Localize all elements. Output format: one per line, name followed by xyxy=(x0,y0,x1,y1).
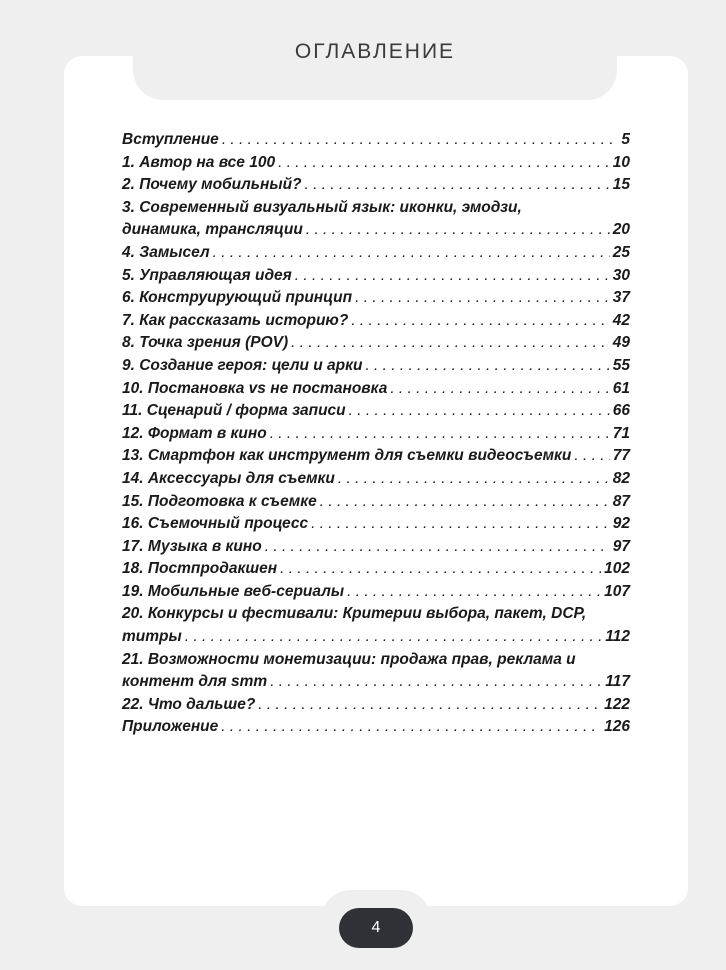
table-of-contents xyxy=(122,129,630,739)
toc-entry-page: 25 xyxy=(612,243,630,261)
page-title: ОГЛАВЛЕНИЕ xyxy=(294,40,456,63)
toc-entry-page: 126 xyxy=(604,718,630,736)
dot-leader xyxy=(278,152,610,175)
toc-entry[interactable] xyxy=(122,287,630,310)
toc-entry-page: 66 xyxy=(612,402,630,420)
toc-entry-page: 92 xyxy=(612,515,630,533)
dot-leader xyxy=(306,219,610,242)
dot-leader xyxy=(574,445,609,468)
toc-entry[interactable] xyxy=(122,265,630,288)
toc-entry-title: динамика, трансляции xyxy=(122,221,303,239)
toc-entry-title: 18. Постпродакшен xyxy=(122,560,278,578)
dot-leader xyxy=(270,423,610,446)
toc-entry-page: 87 xyxy=(612,492,630,510)
dot-leader xyxy=(213,242,610,265)
toc-entry-page: 77 xyxy=(612,447,630,465)
toc-entry-page: 117 xyxy=(605,673,630,691)
dot-leader xyxy=(295,265,610,288)
toc-entry[interactable] xyxy=(122,423,630,446)
dot-leader xyxy=(258,694,601,717)
toc-entry[interactable] xyxy=(122,445,630,468)
toc-entry[interactable] xyxy=(122,558,630,581)
toc-entry[interactable] xyxy=(122,513,630,536)
dot-leader xyxy=(280,558,601,581)
toc-entry-page: 5 xyxy=(621,131,630,148)
toc-entry-title: 14. Аксессуары для съемки xyxy=(122,469,335,487)
toc-entry-page: 82 xyxy=(612,469,630,487)
dot-leader xyxy=(311,513,610,536)
toc-entry[interactable] xyxy=(122,197,630,242)
toc-entry[interactable] xyxy=(122,310,630,333)
toc-entry-page: 71 xyxy=(612,424,630,442)
toc-entry-title: 9. Создание героя: цели и арки xyxy=(122,356,363,374)
toc-entry[interactable] xyxy=(122,174,630,197)
dot-leader xyxy=(390,378,609,401)
toc-entry-page: 122 xyxy=(604,695,630,713)
toc-entry[interactable] xyxy=(122,152,630,175)
toc-entry-title: 11. Сценарий / форма записи xyxy=(122,402,346,420)
toc-entry-page: 55 xyxy=(612,356,630,374)
toc-entry-title: 2. Почему мобильный? xyxy=(122,176,302,194)
toc-entry[interactable] xyxy=(122,332,630,355)
dot-leader xyxy=(221,716,601,739)
toc-entry[interactable] xyxy=(122,649,630,694)
dot-leader xyxy=(365,355,609,378)
dot-leader xyxy=(291,332,610,355)
toc-entry[interactable] xyxy=(122,378,630,401)
toc-entry[interactable] xyxy=(122,491,630,514)
toc-entry-title: 1. Автор на все 100 xyxy=(122,153,276,171)
toc-entry-title: 17. Музыка в кино xyxy=(122,537,262,555)
toc-entry[interactable] xyxy=(122,242,630,265)
toc-entry-title: Вступление xyxy=(122,131,219,148)
toc-entry-page: 15 xyxy=(612,176,630,194)
dot-leader xyxy=(305,174,610,197)
toc-entry-page: 61 xyxy=(612,379,630,397)
toc-entry-title: 8. Точка зрения (POV) xyxy=(122,334,289,352)
toc-entry[interactable] xyxy=(122,355,630,378)
toc-entry-page: 10 xyxy=(612,153,630,171)
dot-leader xyxy=(320,491,610,514)
dot-leader xyxy=(349,400,610,423)
toc-entry[interactable] xyxy=(122,581,630,604)
toc-entry-page: 20 xyxy=(612,221,630,239)
toc-entry-title: 13. Смартфон как инструмент для съемки видеосъемки xyxy=(122,447,572,465)
dot-leader xyxy=(338,468,610,491)
toc-entry-title: 12. Формат в кино xyxy=(122,424,267,442)
toc-entry-page: 37 xyxy=(612,289,630,307)
toc-entry-title: 22. Что дальше? xyxy=(122,695,256,713)
toc-entry[interactable] xyxy=(122,129,630,152)
toc-entry-title: 7. Как рассказать историю? xyxy=(122,311,349,329)
toc-entry-first-line: 20. Конкурсы и фестивали: Критерии выбора, пакет, DCP, xyxy=(122,605,587,623)
dot-leader xyxy=(355,287,610,310)
toc-entry-first-line: 3. Современный визуальный язык: иконки, эмодзи, xyxy=(122,198,522,216)
toc-entry[interactable] xyxy=(122,716,630,739)
dot-leader xyxy=(185,626,603,649)
toc-entry[interactable] xyxy=(122,400,630,423)
toc-entry-first-line: 21. Возможности монетизации: продажа прав, реклама и xyxy=(122,650,576,668)
toc-entry-title: 10. Постановка vs не постановка xyxy=(122,379,388,397)
toc-entry-page: 102 xyxy=(604,560,630,578)
toc-entry-title: 4. Замысел xyxy=(122,243,210,261)
toc-entry[interactable] xyxy=(122,536,630,559)
dot-leader xyxy=(270,671,602,694)
toc-entry-page: 97 xyxy=(612,537,630,555)
toc-entry-page: 30 xyxy=(612,266,630,284)
toc-entry-page: 112 xyxy=(605,628,630,646)
toc-entry-title: 16. Съемочный процесс xyxy=(122,515,309,533)
toc-entry-page: 49 xyxy=(612,334,630,352)
dot-leader xyxy=(347,581,601,604)
toc-entry[interactable] xyxy=(122,468,630,491)
toc-entry[interactable] xyxy=(122,603,630,648)
dot-leader xyxy=(351,310,609,333)
toc-entry-title: 6. Конструирующий принцип xyxy=(122,289,353,307)
toc-entry-title: титры xyxy=(122,628,182,646)
toc-entry-page: 107 xyxy=(604,582,630,600)
toc-entry-title: контент для smm xyxy=(122,673,268,691)
toc-entry-page: 42 xyxy=(612,311,630,329)
toc-entry-title: Приложение xyxy=(122,718,219,736)
page-number-badge: 4 xyxy=(339,908,413,948)
dot-leader xyxy=(265,536,610,559)
dot-leader xyxy=(222,129,619,152)
toc-entry-title: 15. Подготовка к съемке xyxy=(122,492,317,510)
toc-entry-title: 5. Управляющая идея xyxy=(122,266,292,284)
toc-entry[interactable] xyxy=(122,694,630,717)
toc-entry-title: 19. Мобильные веб-сериалы xyxy=(122,582,345,600)
